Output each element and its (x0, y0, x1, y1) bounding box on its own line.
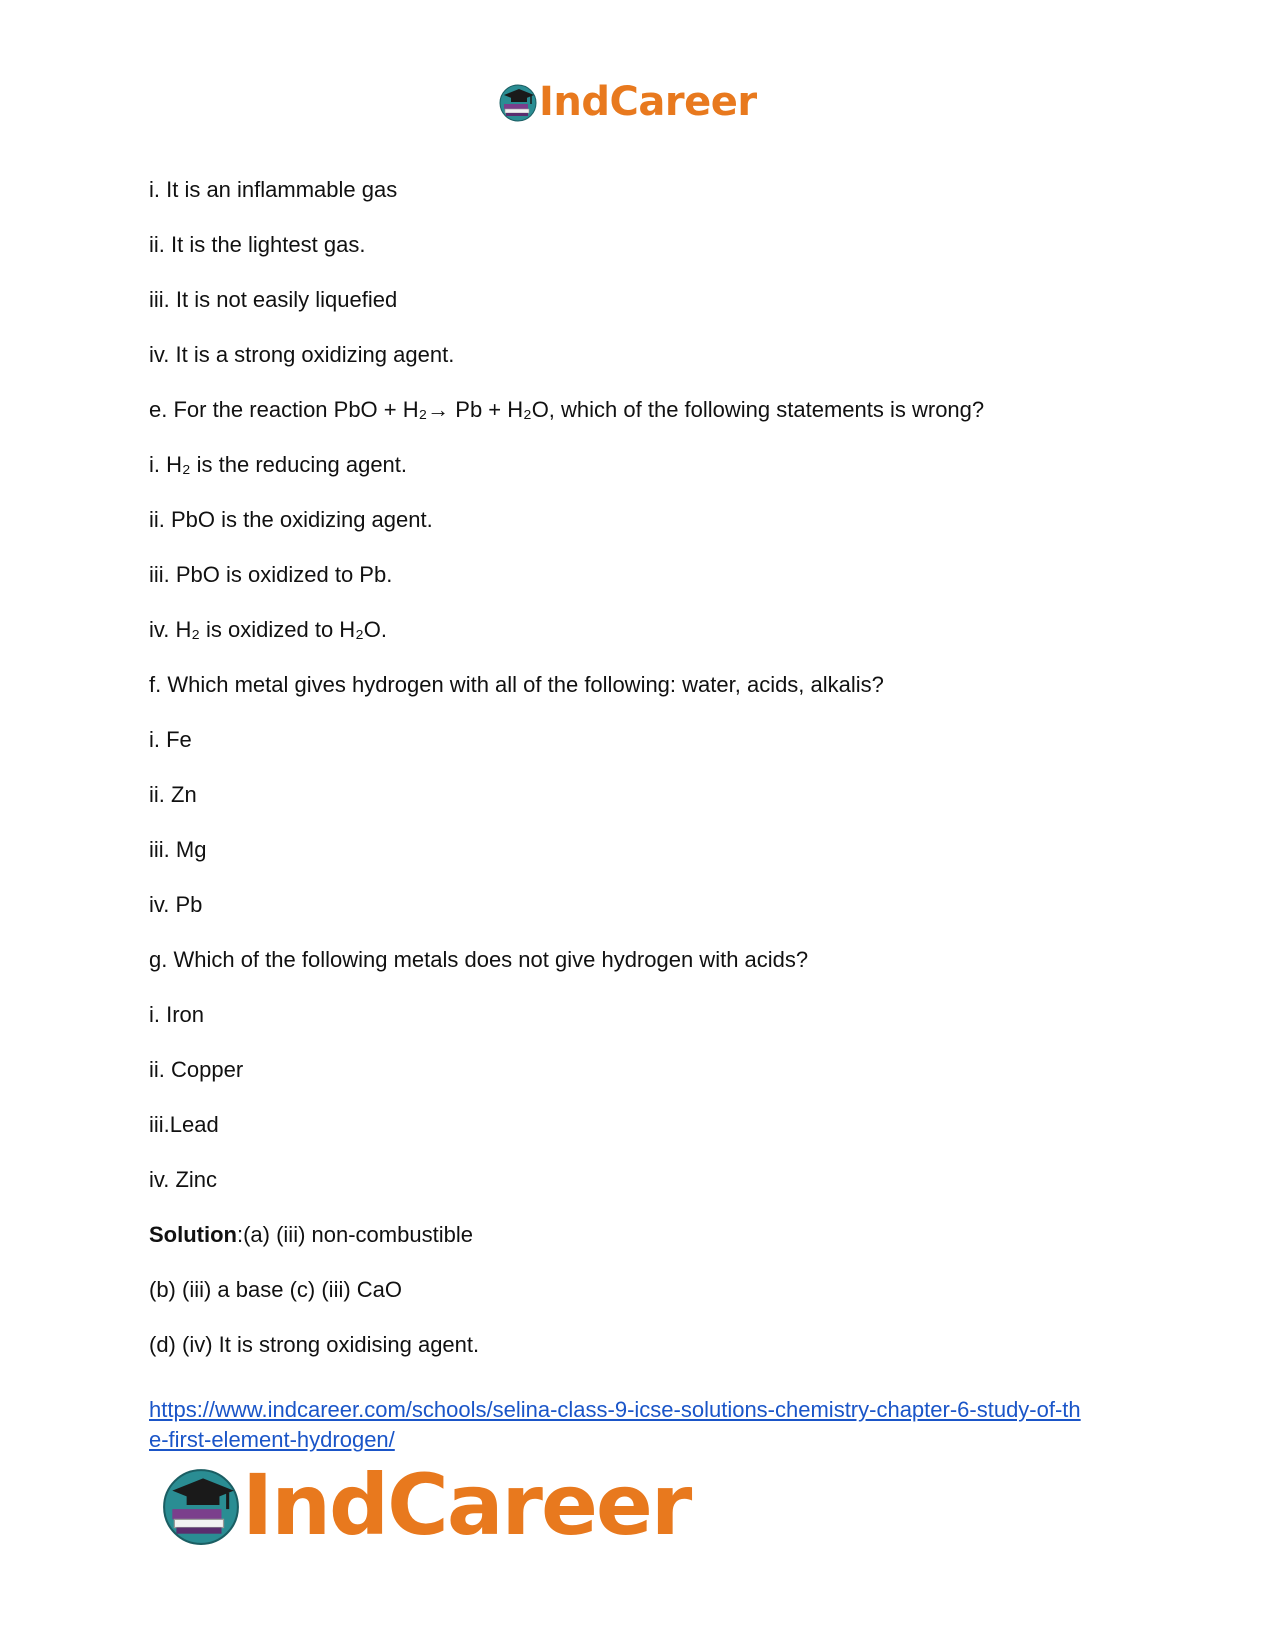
option-line: ii. Copper (149, 1057, 244, 1082)
solution-line: (d) (iv) It is strong oxidising agent. (149, 1332, 480, 1357)
option-line: iv. It is a strong oxidizing agent. (149, 342, 455, 367)
option-line: i. Fe (149, 727, 192, 752)
logo-text: IndCareer (539, 79, 757, 125)
document-body (149, 176, 1149, 1386)
option-line: ii. It is the lightest gas. (149, 232, 366, 257)
option-line: iii.Lead (149, 1112, 219, 1137)
footer-logo (160, 1456, 691, 1554)
solution-line (149, 1221, 1149, 1249)
graduation-cap-book-globe-icon (498, 82, 538, 122)
option-line: iv. Pb (149, 892, 203, 917)
option-line: iii. It is not easily liquefied (149, 287, 398, 312)
option-line: i. It is an inflammable gas (149, 177, 398, 202)
question-line: g. Which of the following metals does not give hydrogen with acids? (149, 947, 809, 972)
option-line: iv. Zinc (149, 1167, 218, 1192)
source-link-line-1[interactable]: https://www.indcareer.com/schools/selina-class-9-icse-solutions-chemistry-chapter-6-study-of-th (149, 1397, 1081, 1422)
graduation-cap-book-globe-icon (160, 1464, 242, 1546)
logo-text: IndCareer (242, 1456, 691, 1554)
option-line: iii. PbO is oxidized to Pb. (149, 562, 393, 587)
question-line: f. Which metal gives hydrogen with all of the following: water, acids, alkalis? (149, 672, 884, 697)
source-link[interactable] (149, 1395, 1129, 1455)
solution-label: Solution (149, 1222, 237, 1247)
option-line: ii. Zn (149, 782, 197, 807)
option-line: iii. Mg (149, 837, 207, 862)
option-line: i. Iron (149, 1002, 205, 1027)
option-line: iv. H₂ is oxidized to H₂O. (149, 617, 387, 642)
source-link-line-2[interactable]: e-first-element-hydrogen/ (149, 1427, 395, 1452)
option-line: ii. PbO is the oxidizing agent. (149, 507, 433, 532)
option-line: i. H₂ is the reducing agent. (149, 452, 408, 477)
solution-line: (b) (iii) a base (c) (iii) CaO (149, 1277, 403, 1302)
question-line: e. For the reaction PbO + H₂→ Pb + H₂O, which of the following statements is wrong? (149, 397, 985, 422)
solution-text: :(a) (iii) non-combustible (236, 1222, 473, 1247)
header-logo (498, 78, 757, 126)
